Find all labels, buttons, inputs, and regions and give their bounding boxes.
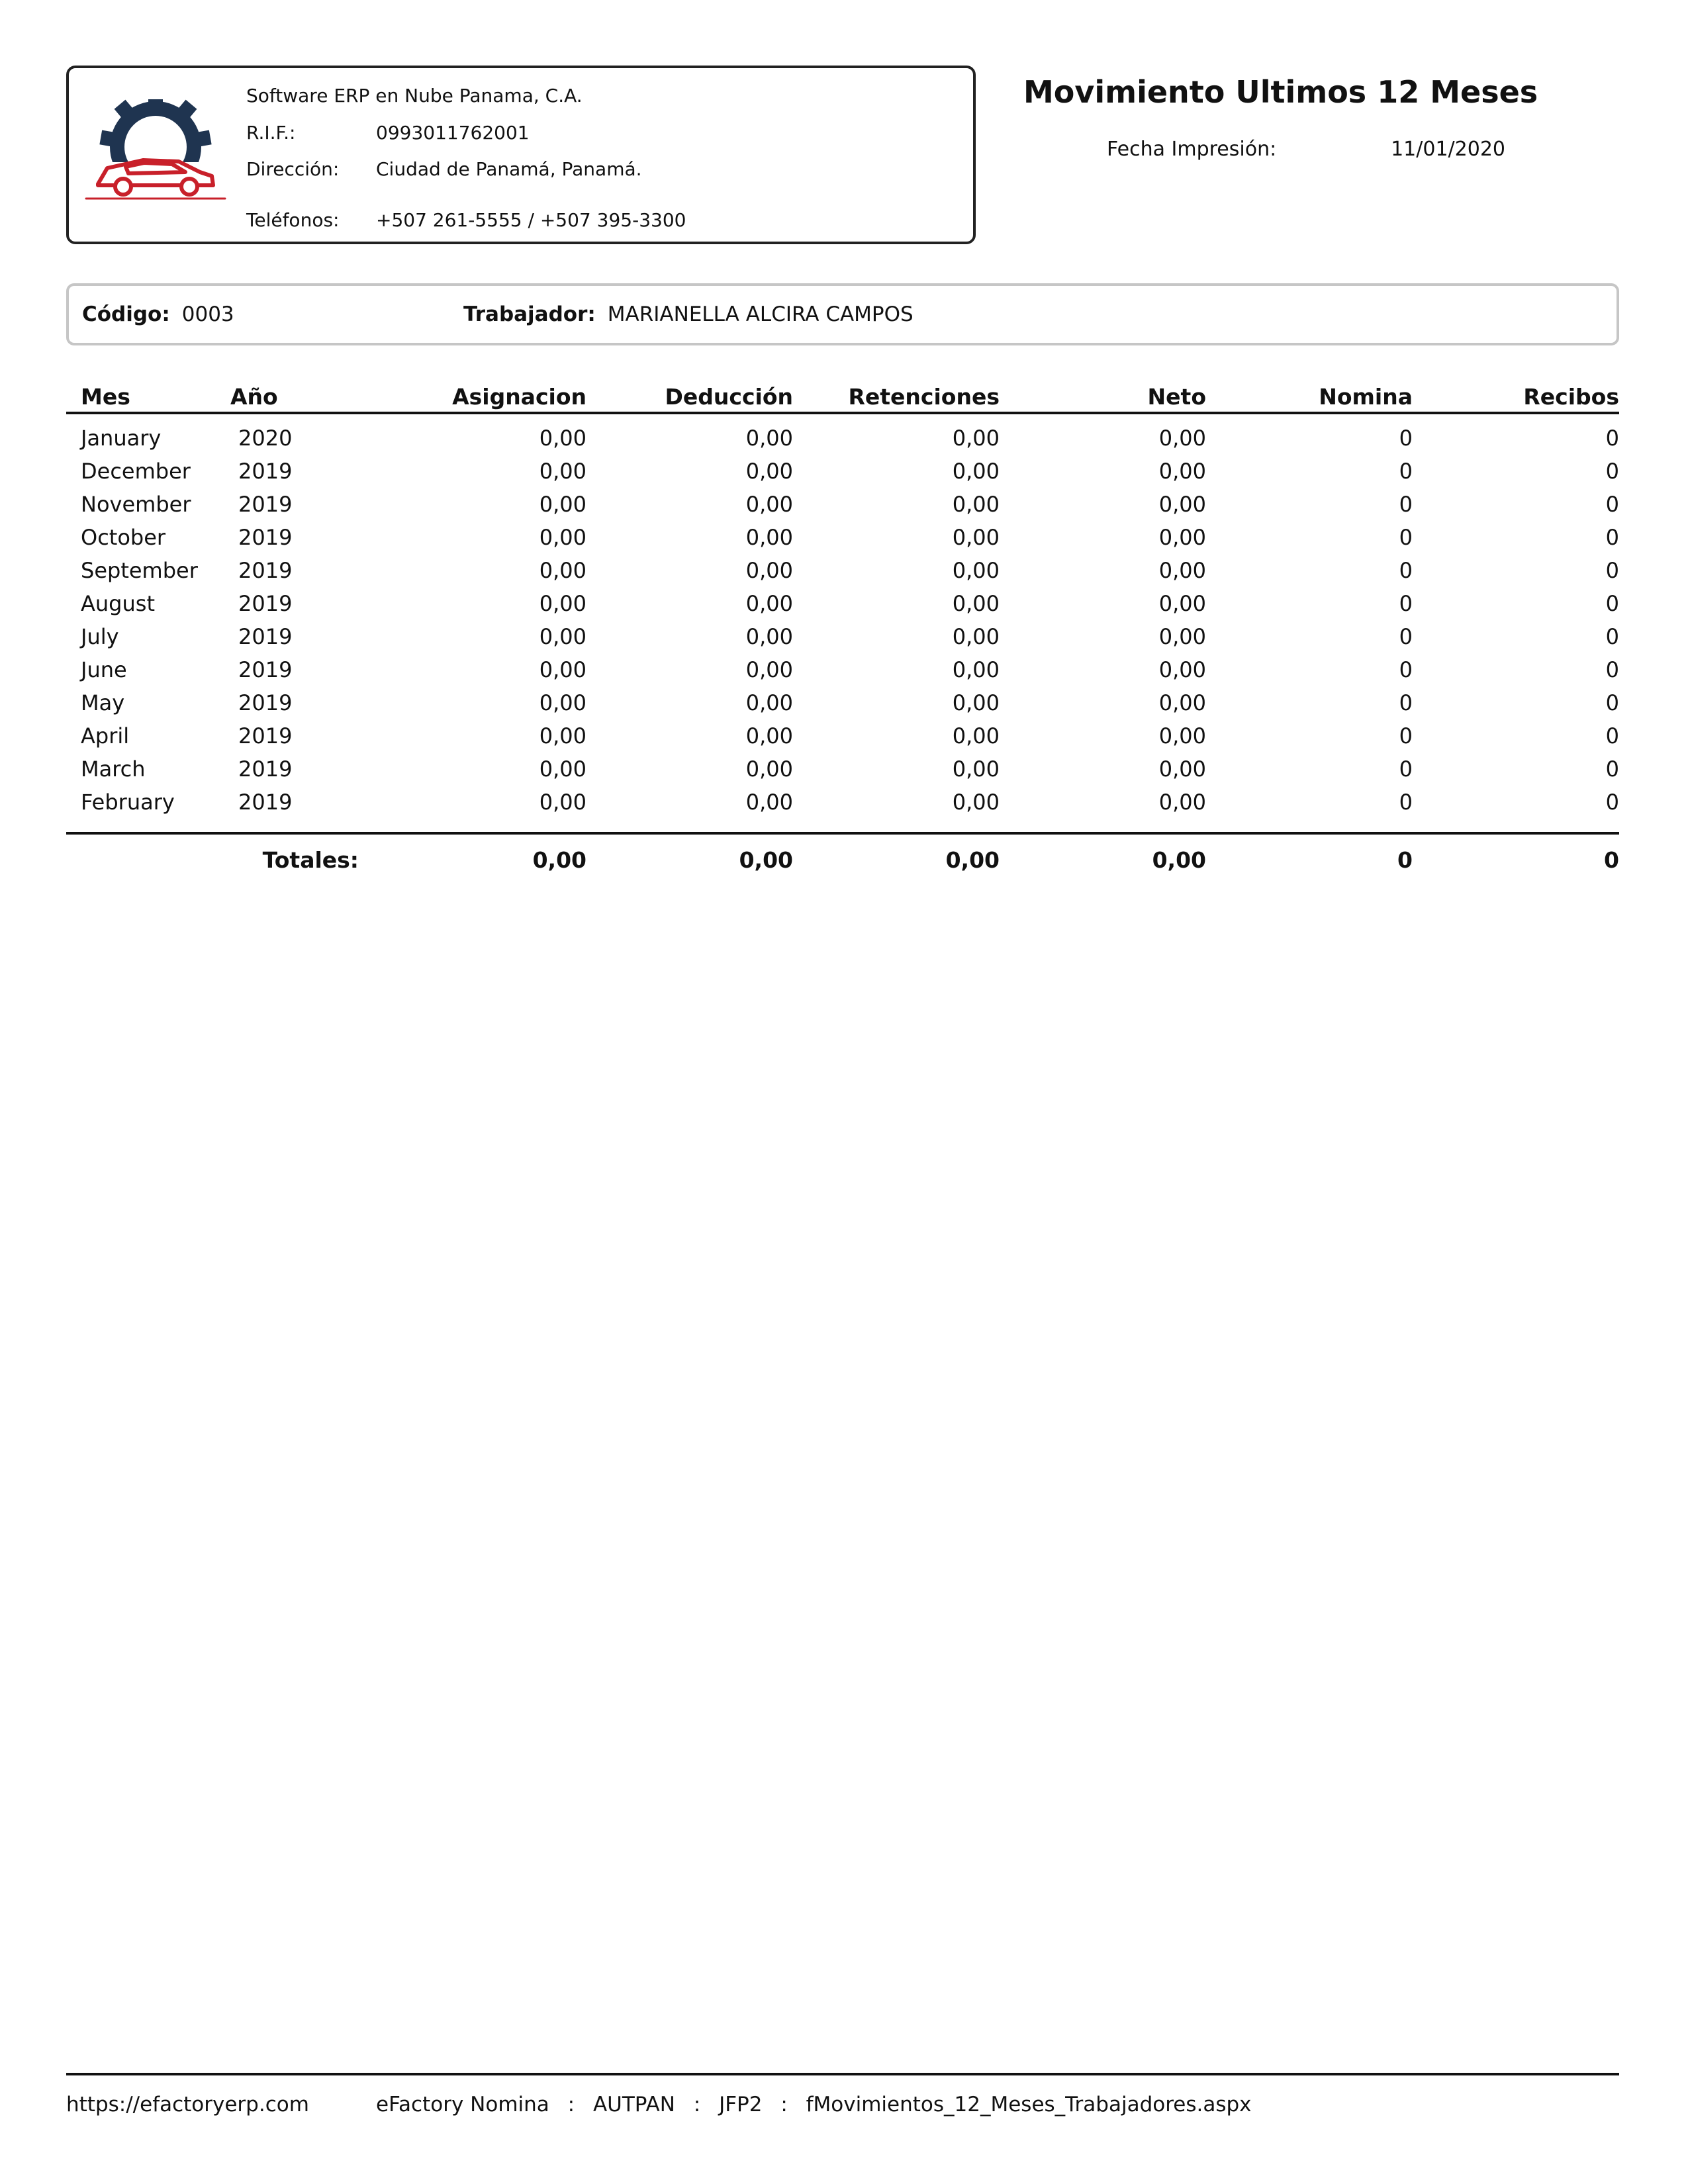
cell-mes: June <box>81 657 127 682</box>
cell-nomina: 0 <box>1399 426 1413 451</box>
cell-neto: 0,00 <box>1158 624 1206 649</box>
footer-separator: : <box>693 2093 701 2116</box>
worker-code <box>82 286 234 343</box>
cell-asignacion: 0,00 <box>539 558 586 583</box>
worker-code-label: Código: <box>82 302 170 326</box>
cell-recibos: 0 <box>1605 426 1619 451</box>
print-date-label: Fecha Impresión: <box>1107 138 1277 161</box>
cell-deduccion: 0,00 <box>745 790 793 815</box>
header-mes: Mes <box>81 384 130 410</box>
cell-retenciones: 0,00 <box>952 690 1000 715</box>
rif-value: 0993011762001 <box>376 122 530 144</box>
gear-car-logo-icon <box>79 99 232 212</box>
cell-mes: November <box>81 492 191 517</box>
cell-asignacion: 0,00 <box>539 657 586 682</box>
cell-asignacion: 0,00 <box>539 790 586 815</box>
cell-recibos: 0 <box>1605 492 1619 517</box>
cell-retenciones: 0,00 <box>952 525 1000 550</box>
footer-separator: : <box>780 2093 788 2116</box>
totals-rule <box>66 832 1619 835</box>
cell-mes: September <box>81 558 198 583</box>
header-retenciones: Retenciones <box>848 384 1000 410</box>
cell-neto: 0,00 <box>1158 558 1206 583</box>
cell-neto: 0,00 <box>1158 492 1206 517</box>
cell-mes: January <box>81 426 162 451</box>
cell-recibos: 0 <box>1605 591 1619 616</box>
cell-deduccion: 0,00 <box>745 756 793 782</box>
cell-ano: 2019 <box>238 459 293 484</box>
header-deduccion: Deducción <box>665 384 793 410</box>
cell-asignacion: 0,00 <box>539 690 586 715</box>
cell-neto: 0,00 <box>1158 426 1206 451</box>
cell-recibos: 0 <box>1605 657 1619 682</box>
cell-deduccion: 0,00 <box>745 459 793 484</box>
cell-mes: August <box>81 591 155 616</box>
cell-retenciones: 0,00 <box>952 657 1000 682</box>
cell-neto: 0,00 <box>1158 591 1206 616</box>
cell-nomina: 0 <box>1399 525 1413 550</box>
address-label: Dirección: <box>246 158 340 180</box>
cell-asignacion: 0,00 <box>539 492 586 517</box>
cell-ano: 2020 <box>238 426 293 451</box>
header-ano: Año <box>230 384 278 410</box>
cell-recibos: 0 <box>1605 690 1619 715</box>
address-value: Ciudad de Panamá, Panamá. <box>376 158 642 180</box>
cell-deduccion: 0,00 <box>745 426 793 451</box>
cell-asignacion: 0,00 <box>539 591 586 616</box>
cell-asignacion: 0,00 <box>539 624 586 649</box>
total-recibos: 0 <box>1604 847 1619 873</box>
worker-info-box <box>66 283 1619 345</box>
footer-url-link[interactable]: https://efactoryerp.com <box>66 2093 309 2116</box>
cell-asignacion: 0,00 <box>539 756 586 782</box>
phones-value: +507 261-5555 / +507 395-3300 <box>376 209 686 231</box>
cell-mes: October <box>81 525 166 550</box>
cell-ano: 2019 <box>238 723 293 749</box>
cell-deduccion: 0,00 <box>745 624 793 649</box>
footer-rule <box>66 2073 1619 2075</box>
cell-nomina: 0 <box>1399 459 1413 484</box>
cell-mes: March <box>81 756 146 782</box>
totals-label: Totales: <box>262 847 359 873</box>
total-retenciones: 0,00 <box>945 847 1000 873</box>
cell-mes: February <box>81 790 175 815</box>
cell-neto: 0,00 <box>1158 690 1206 715</box>
cell-retenciones: 0,00 <box>952 723 1000 749</box>
footer-system: eFactory Nomina <box>376 2093 549 2116</box>
header-rule <box>66 412 1619 414</box>
cell-ano: 2019 <box>238 690 293 715</box>
total-nomina: 0 <box>1397 847 1413 873</box>
header-nomina: Nomina <box>1319 384 1413 410</box>
worker-name-value: MARIANELLA ALCIRA CAMPOS <box>607 302 914 326</box>
worker-code-value: 0003 <box>181 302 234 326</box>
cell-retenciones: 0,00 <box>952 756 1000 782</box>
cell-ano: 2019 <box>238 525 293 550</box>
total-neto: 0,00 <box>1152 847 1206 873</box>
cell-ano: 2019 <box>238 790 293 815</box>
cell-mes: April <box>81 723 130 749</box>
cell-nomina: 0 <box>1399 756 1413 782</box>
cell-nomina: 0 <box>1399 657 1413 682</box>
cell-deduccion: 0,00 <box>745 690 793 715</box>
cell-deduccion: 0,00 <box>745 525 793 550</box>
cell-mes: May <box>81 690 125 715</box>
footer-report-info <box>376 2093 1252 2116</box>
footer-source-file: fMovimientos_12_Meses_Trabajadores.aspx <box>806 2093 1252 2116</box>
cell-mes: December <box>81 459 191 484</box>
cell-asignacion: 0,00 <box>539 723 586 749</box>
cell-retenciones: 0,00 <box>952 558 1000 583</box>
cell-deduccion: 0,00 <box>745 657 793 682</box>
cell-nomina: 0 <box>1399 624 1413 649</box>
rif-label: R.I.F.: <box>246 122 296 144</box>
cell-retenciones: 0,00 <box>952 591 1000 616</box>
cell-mes: July <box>81 624 119 649</box>
cell-recibos: 0 <box>1605 723 1619 749</box>
cell-ano: 2019 <box>238 624 293 649</box>
cell-ano: 2019 <box>238 756 293 782</box>
cell-retenciones: 0,00 <box>952 790 1000 815</box>
cell-recibos: 0 <box>1605 525 1619 550</box>
cell-neto: 0,00 <box>1158 459 1206 484</box>
cell-retenciones: 0,00 <box>952 426 1000 451</box>
cell-deduccion: 0,00 <box>745 492 793 517</box>
cell-neto: 0,00 <box>1158 525 1206 550</box>
worker-name-label: Trabajador: <box>463 302 596 326</box>
header-recibos: Recibos <box>1523 384 1619 410</box>
cell-ano: 2019 <box>238 657 293 682</box>
cell-deduccion: 0,00 <box>745 723 793 749</box>
cell-neto: 0,00 <box>1158 756 1206 782</box>
cell-nomina: 0 <box>1399 723 1413 749</box>
phones-label: Teléfonos: <box>246 209 340 231</box>
cell-ano: 2019 <box>238 558 293 583</box>
cell-recibos: 0 <box>1605 790 1619 815</box>
cell-nomina: 0 <box>1399 558 1413 583</box>
total-asignacion: 0,00 <box>532 847 586 873</box>
header-asignacion: Asignacion <box>452 384 586 410</box>
worker-name <box>463 286 914 343</box>
cell-deduccion: 0,00 <box>745 558 793 583</box>
cell-recibos: 0 <box>1605 756 1619 782</box>
cell-asignacion: 0,00 <box>539 459 586 484</box>
cell-deduccion: 0,00 <box>745 591 793 616</box>
cell-retenciones: 0,00 <box>952 492 1000 517</box>
cell-retenciones: 0,00 <box>952 459 1000 484</box>
cell-asignacion: 0,00 <box>539 426 586 451</box>
footer-user-code: JFP2 <box>719 2093 763 2116</box>
cell-recibos: 0 <box>1605 558 1619 583</box>
cell-recibos: 0 <box>1605 624 1619 649</box>
footer-separator: : <box>567 2093 575 2116</box>
cell-nomina: 0 <box>1399 492 1413 517</box>
report-title: Movimiento Ultimos 12 Meses <box>1023 74 1538 110</box>
company-name: Software ERP en Nube Panama, C.A. <box>246 85 583 107</box>
cell-nomina: 0 <box>1399 790 1413 815</box>
cell-neto: 0,00 <box>1158 657 1206 682</box>
cell-neto: 0,00 <box>1158 790 1206 815</box>
cell-ano: 2019 <box>238 591 293 616</box>
cell-nomina: 0 <box>1399 690 1413 715</box>
cell-recibos: 0 <box>1605 459 1619 484</box>
header-neto: Neto <box>1147 384 1206 410</box>
footer-company-code: AUTPAN <box>592 2093 675 2116</box>
cell-neto: 0,00 <box>1158 723 1206 749</box>
total-deduccion: 0,00 <box>739 847 793 873</box>
cell-ano: 2019 <box>238 492 293 517</box>
cell-retenciones: 0,00 <box>952 624 1000 649</box>
cell-nomina: 0 <box>1399 591 1413 616</box>
print-date-value: 11/01/2020 <box>1391 138 1505 161</box>
cell-asignacion: 0,00 <box>539 525 586 550</box>
